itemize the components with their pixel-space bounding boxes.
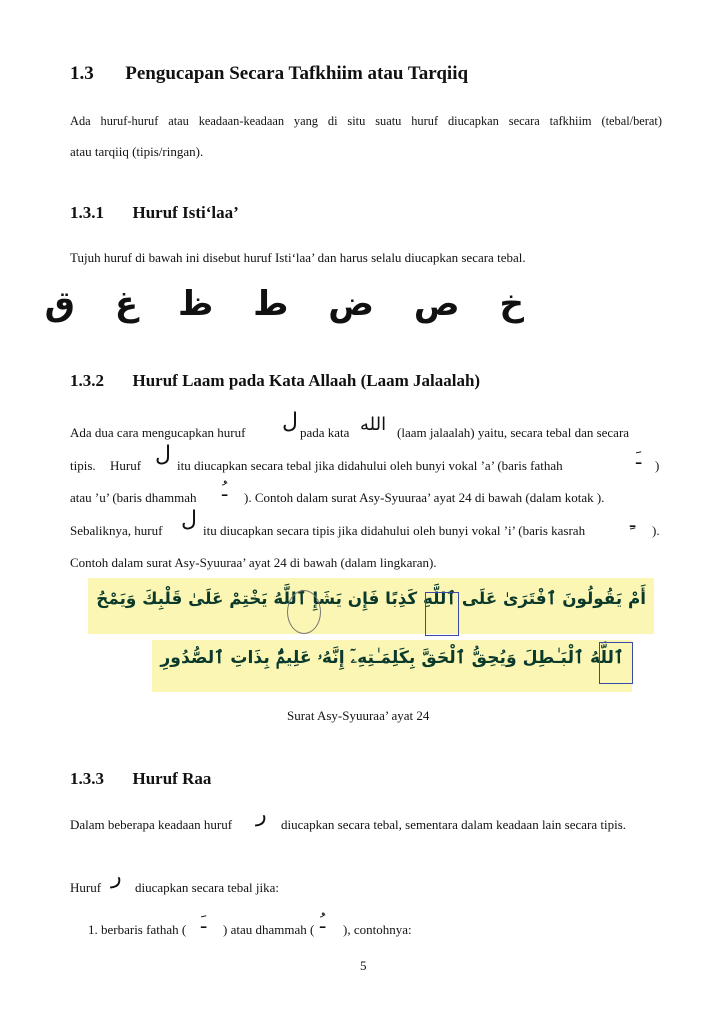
verse-line1-text: أَمْ يَقُولُونَ ٱفْتَرَىٰ عَلَى ٱللَّهِ كَذِبًا فَإِن يَشَإِ ٱللَّهُ يَخْتِمْ عَلَىٰ قَلْبِكَ وَيَمْحُ	[96, 588, 646, 608]
subsection-title: Huruf Raa	[132, 769, 212, 788]
verse-line2-text: ٱللَّهُ ٱلْبَـٰطِلَ وَيُحِقُّ ٱلْحَقَّ بِكَلِمَـٰتِهِۦٓ إِنَّهُۥ عَلِيمٌۢ بِذَاتِ ٱلصُّدُورِ	[160, 648, 624, 668]
laam-p1-c: (laam jalaalah) yaitu, secara tebal dan secara	[397, 425, 630, 440]
raa-p1-a: Dalam beberapa keadaan huruf	[70, 817, 233, 832]
laam-p4-c: ).	[652, 523, 660, 538]
raa-p2-a: Huruf	[70, 880, 102, 895]
subsection-title: Huruf Isti‘laa’	[132, 203, 239, 222]
laam-p1-a: Ada dua cara mengucapkan huruf	[70, 425, 246, 440]
section-intro-line1: Ada huruf-huruf atau keadaan-keadaan yang di situ suatu huruf diucapkan secara tafkhiim (tebal/berat)	[70, 114, 662, 128]
subsection-number: 1.3.1	[70, 203, 104, 222]
laam-glyph: ل	[155, 442, 171, 467]
letter-qaf: ق	[44, 284, 76, 324]
page-number: 5	[360, 958, 367, 973]
laam-glyph: ل	[282, 409, 298, 434]
raa-item1-c: ), contohnya:	[343, 922, 412, 937]
tipis-example-circle	[287, 590, 321, 634]
fathah-icon: ـَ	[636, 448, 642, 469]
allah-glyph: الله	[360, 414, 387, 435]
raa-glyph: ر	[111, 864, 122, 889]
subsection-heading-raa	[70, 769, 211, 789]
raa-p1-b: diucapkan secara tebal, sementara dalam keadaan lain secara tipis.	[281, 817, 627, 832]
laam-p2-a: tipis.	[70, 458, 96, 473]
verse-line1-panel	[88, 578, 654, 634]
fathah-icon: ـَ	[201, 912, 207, 933]
laam-p4-a: Sebaliknya, huruf	[70, 523, 163, 538]
subsection-number: 1.3.3	[70, 769, 104, 788]
laam-glyph: ل	[181, 507, 197, 532]
letter-ghain: غ	[114, 284, 139, 324]
istilaa-description: Tujuh huruf di bawah ini disebut huruf Isti‘laa’ dan harus selalu diucapkan secara tebal.	[70, 250, 526, 265]
laam-p2-c: itu diucapkan secara tebal jika didahului oleh bunyi vokal ’a’ (baris fathah	[177, 458, 563, 473]
dhammah-icon: ـُ	[222, 480, 228, 501]
raa-glyph: ر	[256, 802, 267, 827]
subsection-title: Huruf Laam pada Kata Allaah (Laam Jalaalah)	[132, 371, 481, 390]
letter-tha: ط	[253, 284, 289, 324]
laam-p3-b: ). Contoh dalam surat Asy-Syuuraa’ ayat 24 di bawah (dalam kotak ).	[244, 490, 605, 505]
raa-p2-b: diucapkan secara tebal jika:	[135, 880, 280, 895]
tebal-example-box	[425, 592, 459, 636]
letter-kha: خ	[499, 284, 524, 324]
letter-shad: ص	[413, 284, 460, 324]
section-title: Pengucapan Secara Tafkhiim atau Tarqiiq	[125, 63, 469, 84]
dhammah-icon: ـُ	[320, 912, 326, 933]
letter-zha: ظ	[177, 284, 214, 324]
letter-dhad: ض	[328, 284, 375, 324]
section-intro-line2: atau tarqiiq (tipis/ringan).	[70, 144, 204, 159]
verse-line2-panel	[152, 640, 632, 692]
laam-p4-b: itu diucapkan secara tipis jika didahului oleh bunyi vokal ’i’ (baris kasrah	[203, 523, 586, 538]
subsection-number: 1.3.2	[70, 371, 104, 390]
laam-p1-b: pada kata	[300, 425, 350, 440]
section-heading	[70, 63, 468, 85]
section-number: 1.3	[70, 63, 94, 84]
laam-p3-a: atau ’u’ (baris dhammah	[70, 490, 197, 505]
verse-caption: Surat Asy-Syuuraa’ ayat 24	[287, 708, 430, 723]
istilaa-letters	[44, 284, 538, 324]
laam-p2-d: )	[655, 458, 660, 473]
kasrah-icon: ـِ	[630, 511, 636, 532]
subsection-heading-istilaa	[70, 203, 239, 223]
tebal-example-box	[599, 642, 633, 684]
laam-p2-b: Huruf	[110, 458, 142, 473]
raa-item1-a: 1. berbaris fathah (	[88, 922, 187, 937]
subsection-heading-laam	[70, 371, 480, 391]
raa-item1-b: ) atau dhammah (	[223, 922, 315, 937]
laam-p5: Contoh dalam surat Asy-Syuuraa’ ayat 24 di bawah (dalam lingkaran).	[70, 555, 437, 570]
